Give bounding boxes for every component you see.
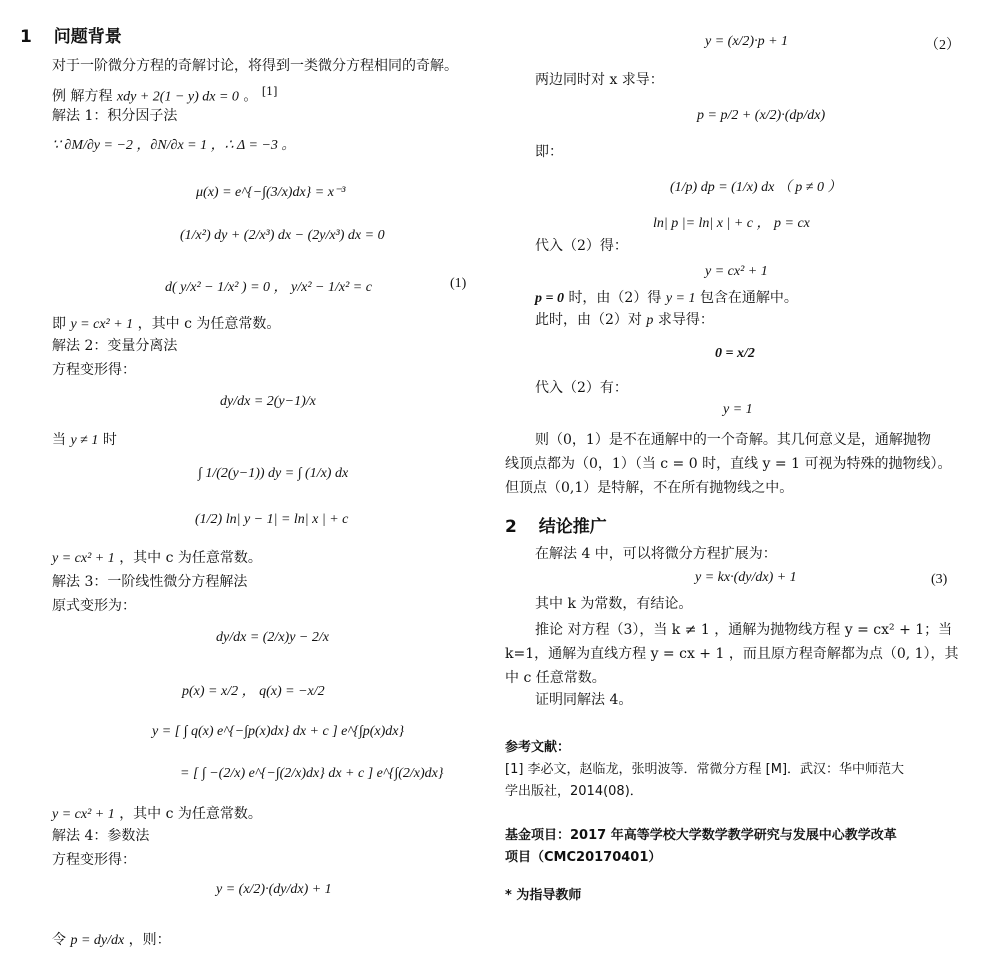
section-title: 问题背景 [53, 27, 122, 47]
method-2-text: 方程变形得： [52, 362, 136, 378]
method-3-text: 原式变形为： [52, 598, 136, 614]
singular-solution-para-1: 则（0，1）是不在通解中的一个奇解。其几何意义是，通解抛物 [535, 432, 931, 448]
method-4-equation-1: y = (x/2)·(dy/dx) + 1 [216, 882, 332, 897]
method-2-equation-2: ∫ 1/(2(y−1)) dy = ∫ (1/x) dx [198, 466, 349, 481]
method-3-equation-4: = [ ∫ −(2/x) e^{−∫(2/x)dx} dx + c ] e^{∫(2/x)dx} [180, 766, 444, 781]
example-suffix: 。 [243, 88, 258, 105]
method-3-equation-2: p(x) = x/2 ， q(x) = −x/2 [182, 684, 325, 699]
singular-solution-para-2: 线顶点都为（0，1）（当 c = 0 时，直线 y = 1 可视为特殊的抛物线）。 [505, 456, 952, 472]
zero-equation: 0 = x/2 [715, 346, 755, 361]
method-3-equation-1: dy/dx = (2/x)y − 2/x [216, 630, 329, 645]
example-label: 例 解方程 [52, 88, 113, 105]
differentiate-text: 两边同时对 x 求导： [535, 72, 664, 88]
funding-line-1: 基金项目：2017 年高等学校大学数学教学研究与发展中心教学改革 [505, 828, 897, 843]
corollary-line-2: k=1，通解为直线方程 y = cx + 1 ，而且原方程奇解都为点（0, 1），其 [505, 646, 959, 662]
references-title: 参考文献： [505, 740, 571, 755]
intro-paragraph: 对于一阶微分方程的奇解讨论，将得到一类微分方程相同的奇解。 [52, 58, 458, 74]
method-1-title: 解法 1：积分因子法 [52, 108, 178, 124]
let-prefix: 令 [52, 932, 66, 948]
then-text: 此时，由（2）对 [535, 312, 642, 328]
y-one-equation: y = 1 [723, 402, 753, 417]
equation-number-3: (3) [931, 572, 948, 587]
method-4-title: 解法 4：参数法 [52, 828, 150, 844]
ji-text: 即： [535, 144, 563, 160]
corollary-line-3: 中 c 任意常数。 [505, 670, 606, 686]
equation-number-2: （2） [925, 38, 960, 53]
result-equation: y = cx² + 1 [52, 551, 115, 566]
method-2-equation-1: dy/dx = 2(y−1)/x [220, 394, 316, 409]
method-3-result [52, 804, 262, 825]
method-2-condition [52, 430, 117, 451]
section-title: 结论推广 [538, 517, 607, 537]
p-zero-line [535, 288, 798, 309]
differentiated-equation: p = p/2 + (x/2)·(dp/dx) [697, 108, 826, 123]
p-variable: p [646, 313, 654, 328]
let-equation: p = dy/dx [70, 933, 125, 948]
method-1-condition: ∵ ∂M/∂y = −2 ，∂N/∂x = 1 ，∴ Δ = −3 。 [52, 138, 296, 153]
k-constant-text: 其中 k 为常数，有结论。 [535, 596, 693, 612]
method-2-title: 解法 2：变量分离法 [52, 338, 178, 354]
reference-1-line-1: [1] 李必文，赵临龙，张明波等．常微分方程 [M]．武汉：华中师范大 [505, 762, 905, 777]
equation-2: y = (x/2)·p + 1 [705, 34, 789, 49]
section-number: 1 [20, 27, 32, 47]
p-zero-equation: p = 0 [535, 291, 564, 306]
section-2-heading [505, 512, 607, 537]
method-1-equation-2: (1/x²) dy + (2/x³) dx − (2y/x³) dx = 0 [180, 228, 385, 243]
condition-suffix: 时 [102, 432, 117, 448]
method-4-let [52, 930, 171, 951]
example-equation: xdy + 2(1 − y) dx = 0 [116, 89, 239, 105]
reference-1-line-2: 学出版社，2014(08)． [505, 784, 643, 799]
result-equation: y = cx² + 1 [52, 807, 115, 822]
proof-text: 证明同解法 4。 [535, 692, 633, 708]
method-2-result [52, 548, 262, 569]
substitute-text-2: 代入（2）有： [535, 380, 628, 396]
result-equation: y = cx² + 1 [70, 317, 134, 332]
let-suffix: ，则： [128, 932, 171, 948]
condition-prefix: 当 [52, 432, 66, 448]
then-line [535, 310, 714, 331]
singular-solution-para-3: 但顶点（0,1）是特解，不在所有抛物线之中。 [505, 480, 794, 496]
p-zero-text: 时，由（2）得 [568, 290, 662, 306]
then-text-2: 求导得： [657, 312, 714, 328]
result-suffix: ，其中 c 为任意常数。 [137, 316, 281, 332]
method-3-title: 解法 3：一阶线性微分方程解法 [52, 574, 248, 590]
separated-equation: (1/p) dp = (1/x) dx （ p ≠ 0 ） [670, 180, 842, 195]
method-1-equation-3: d( y/x² − 1/x² ) = 0 ， y/x² − 1/x² = c [165, 280, 372, 295]
method-1-result [52, 314, 280, 335]
y-equals-one: y = 1 [665, 291, 696, 306]
log-equation: ln| p |= ln| x | + c ， p = cx [653, 216, 810, 231]
method-2-equation-3: (1/2) ln| y − 1| = ln| x | + c [195, 512, 349, 527]
citation-marker: [1] [261, 85, 278, 98]
p-zero-text-2: 包含在通解中。 [699, 290, 798, 306]
funding-line-2: 项目（CMC20170401） [505, 850, 662, 865]
extension-text: 在解法 4 中，可以将微分方程扩展为： [535, 546, 777, 562]
result-suffix: ，其中 c 为任意常数。 [119, 806, 262, 822]
result-prefix: 即 [52, 316, 66, 332]
substituted-equation: y = cx² + 1 [705, 264, 768, 279]
equation-3: y = kx·(dy/dx) + 1 [695, 570, 797, 585]
condition-equation: y ≠ 1 [70, 433, 99, 448]
section-1-heading [20, 22, 122, 47]
result-suffix: ，其中 c 为任意常数。 [119, 550, 262, 566]
integrating-factor-equation: μ(x) = e^{−∫(3/x)dx} = x⁻³ [196, 185, 346, 200]
corollary-line-1: 推论 对方程（3），当 k ≠ 1 ，通解为抛物线方程 y = cx² + 1；当 [535, 622, 953, 638]
example-line [52, 82, 277, 108]
substitute-text: 代入（2）得： [535, 238, 628, 254]
method-3-equation-3: y = [ ∫ q(x) e^{−∫p(x)dx} dx + c ] e^{∫p(x)dx} [152, 724, 405, 739]
method-4-text: 方程变形得： [52, 852, 136, 868]
equation-number-1: (1) [450, 276, 467, 291]
section-number: 2 [505, 517, 517, 537]
advisor-note: * 为指导教师 [505, 888, 582, 903]
